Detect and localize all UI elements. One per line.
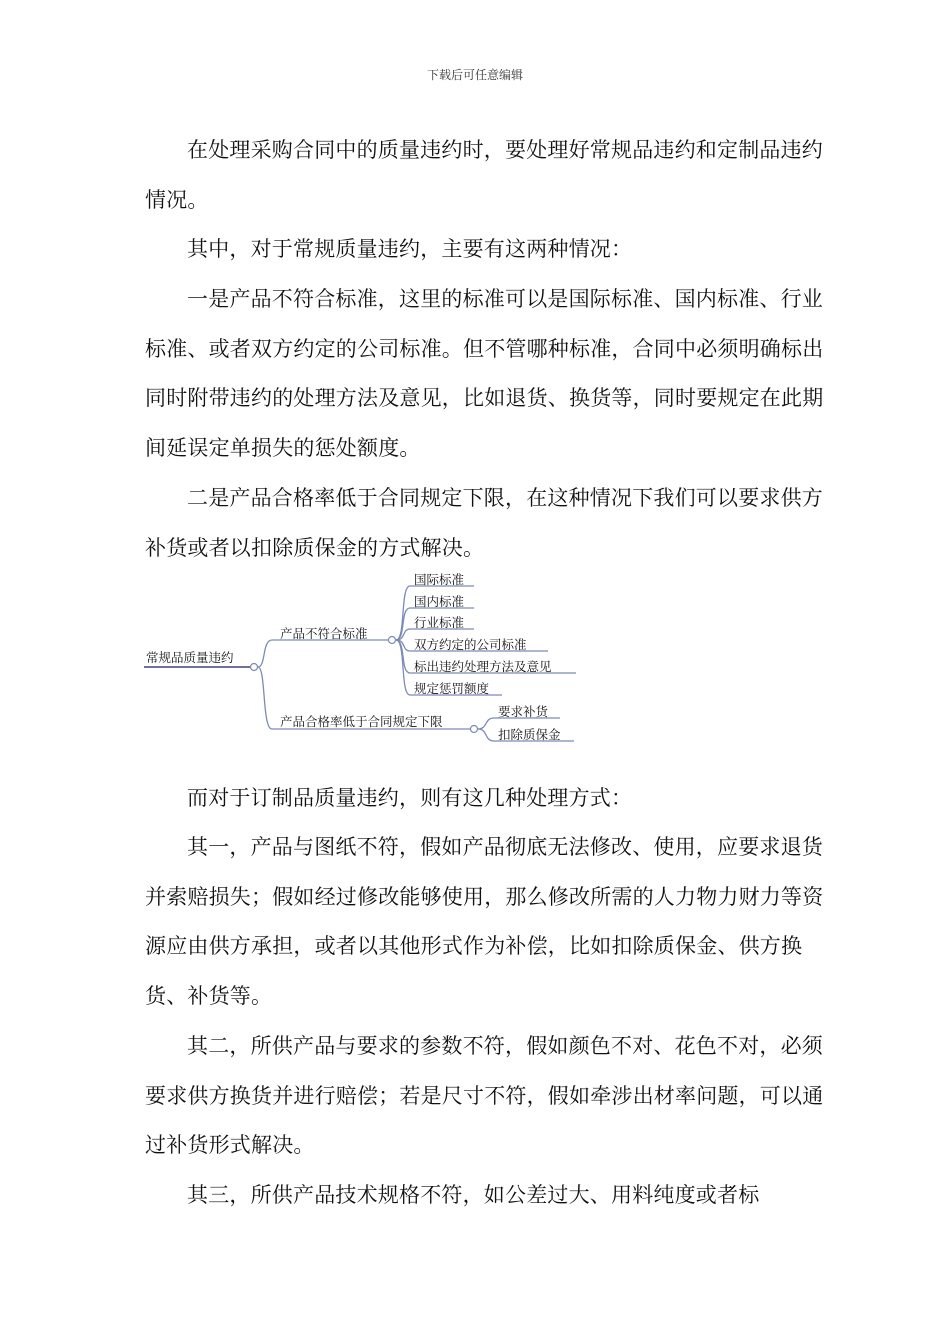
paragraph-case-two: 二是产品合格率低于合同规定下限，在这种情况下我们可以要求供方补货或者以扣除质保金的方式解决。 (145, 486, 823, 560)
mindmap-leaf: 要求补货 (498, 704, 549, 719)
paragraph-custom-intro: 而对于订制品质量违约，则有这几种处理方式： (187, 786, 633, 810)
paragraph-custom-one: 其一，产品与图纸不符，假如产品彻底无法修改、使用，应要求退货并索赔损失；假如经过修改能够使用，那么修改所需的人力物力财力等资源应由供方承担，或者以其他形式作为补偿，比如扣除质保金、供方换货、补货等。 (145, 835, 824, 1008)
mindmap-root-node (251, 664, 258, 671)
paragraph-intro: 在处理采购合同中的质量违约时，要处理好常规品违约和定制品违约情况。 (145, 138, 823, 212)
mindmap-branch-1-node (389, 637, 396, 644)
page-header: 下载后可任意编辑 (426, 68, 523, 82)
mindmap-leaf: 国际标准 (414, 572, 465, 587)
mindmap-leaf: 双方约定的公司标准 (414, 637, 527, 652)
paragraph-custom-three: 其三，所供产品技术规格不符，如公差过大、用料纯度或者标 (187, 1183, 760, 1207)
paragraph-case-one: 一是产品不符合标准，这里的标准可以是国际标准、国内标准、行业标准、或者双方约定的公司标准。但不管哪种标准，合同中必须明确标出同时附带违约的处理方法及意见，比如退货、换货等，同时要规定在此期间延误定单损失的惩处额度。 (145, 287, 824, 460)
mindmap-leaf: 国内标准 (414, 594, 465, 609)
mindmap-branch-2-node (471, 726, 478, 733)
paragraph-regular-cases: 其中，对于常规质量违约，主要有这两种情况： (187, 237, 633, 261)
mindmap-branch-2-label: 产品合格率低于合同规定下限 (280, 714, 443, 729)
mindmap-root-label: 常规品质量违约 (146, 650, 234, 665)
paragraph-custom-two: 其二，所供产品与要求的参数不符，假如颜色不对、花色不对，必须要求供方换货并进行赔偿；若是尺寸不符，假如牵涉出材率问题，可以通过补货形式解决。 (145, 1034, 824, 1157)
mindmap-leaf: 行业标准 (414, 615, 465, 630)
mindmap-leaf: 规定惩罚额度 (414, 681, 490, 696)
mindmap-branch-1-label: 产品不符合标准 (280, 626, 368, 641)
mindmap-leaf: 扣除质保金 (498, 727, 561, 742)
mindmap-leaf: 标出违约处理方法及意见 (414, 659, 552, 674)
mindmap-diagram (138, 566, 598, 752)
